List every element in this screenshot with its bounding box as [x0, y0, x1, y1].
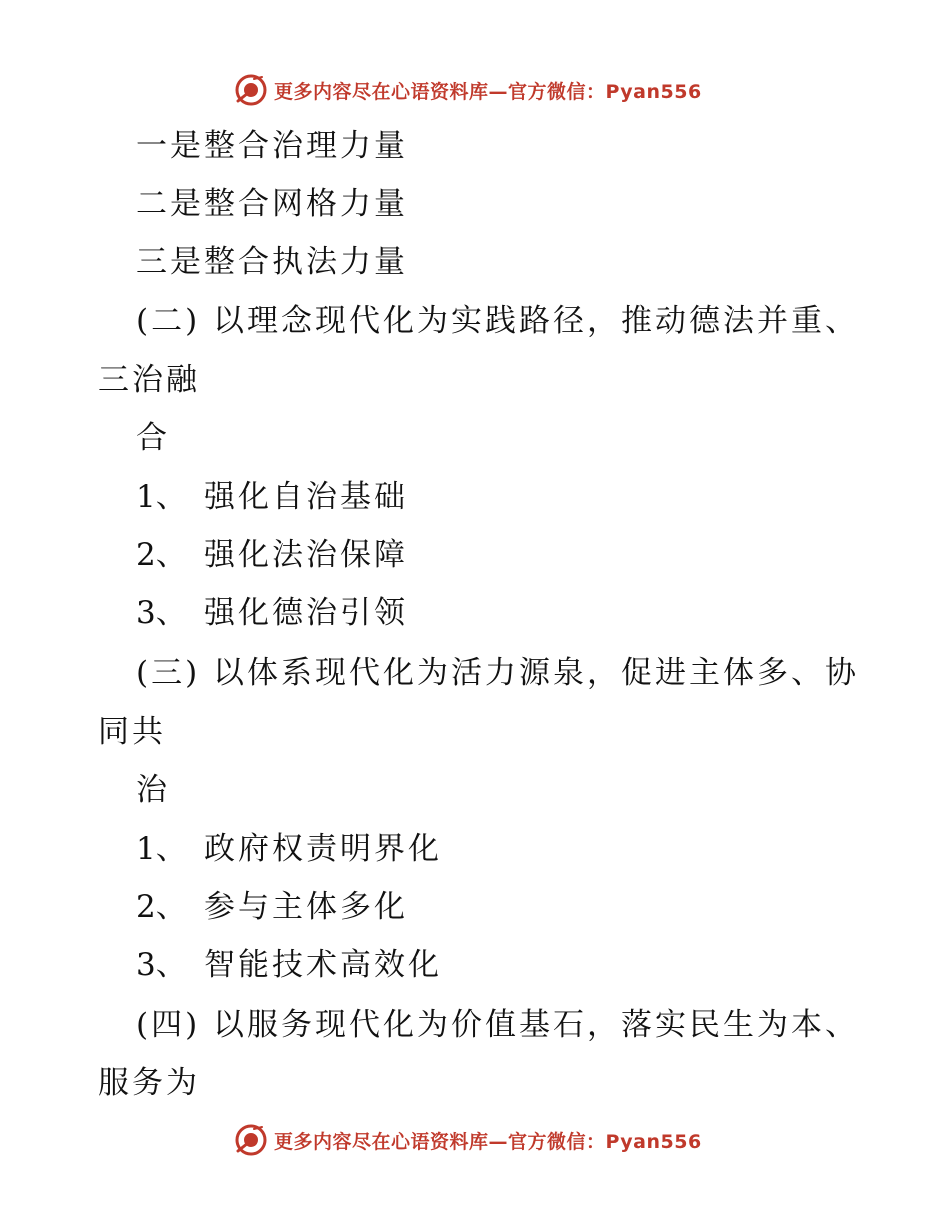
- list-item: [136, 945, 442, 985]
- list-item-text: 政府权责明界化: [204, 831, 442, 867]
- section-heading-continued: 三治融: [98, 362, 200, 398]
- list-item-text: 智能技术高效化: [204, 947, 442, 983]
- body-line: 一是整合治理力量: [136, 128, 408, 164]
- body-line: 二是整合网格力量: [136, 186, 408, 222]
- seal-logo-icon: [234, 73, 268, 107]
- list-item: [136, 535, 408, 575]
- seal-logo-icon: [234, 1123, 268, 1157]
- list-number: 3、: [136, 595, 187, 631]
- list-item-text: 强化德治引领: [204, 595, 408, 631]
- section-heading-continued: 服务为: [98, 1065, 200, 1101]
- body-line: 三是整合执法力量: [136, 244, 408, 280]
- list-item-text: 强化自治基础: [204, 479, 408, 515]
- watermark-text: 更多内容尽在心语资料库—官方微信：Pyan556: [274, 1130, 702, 1153]
- section-heading-continued: 合: [136, 420, 170, 456]
- watermark-text: 更多内容尽在心语资料库—官方微信：Pyan556: [274, 80, 702, 103]
- section-heading: (四) 以服务现代化为价值基石，落实民生为本、: [136, 1007, 860, 1043]
- section-heading: (三) 以体系现代化为活力源泉，促进主体多、协: [136, 655, 860, 691]
- list-item-text: 强化法治保障: [204, 537, 408, 573]
- header-watermark: [234, 72, 702, 108]
- section-heading-continued: 同共: [98, 714, 166, 750]
- list-number: 1、: [136, 831, 187, 867]
- list-item: [136, 593, 408, 633]
- list-item: [136, 829, 442, 869]
- list-item-text: 参与主体多化: [204, 889, 408, 925]
- list-item: [136, 477, 408, 517]
- list-number: 2、: [136, 537, 187, 573]
- footer-watermark: [234, 1122, 702, 1158]
- list-number: 1、: [136, 479, 187, 515]
- section-heading-continued: 治: [136, 772, 170, 808]
- section-heading: (二) 以理念现代化为实践路径，推动德法并重、: [136, 303, 860, 339]
- list-number: 3、: [136, 947, 187, 983]
- list-number: 2、: [136, 889, 187, 925]
- list-item: [136, 887, 408, 927]
